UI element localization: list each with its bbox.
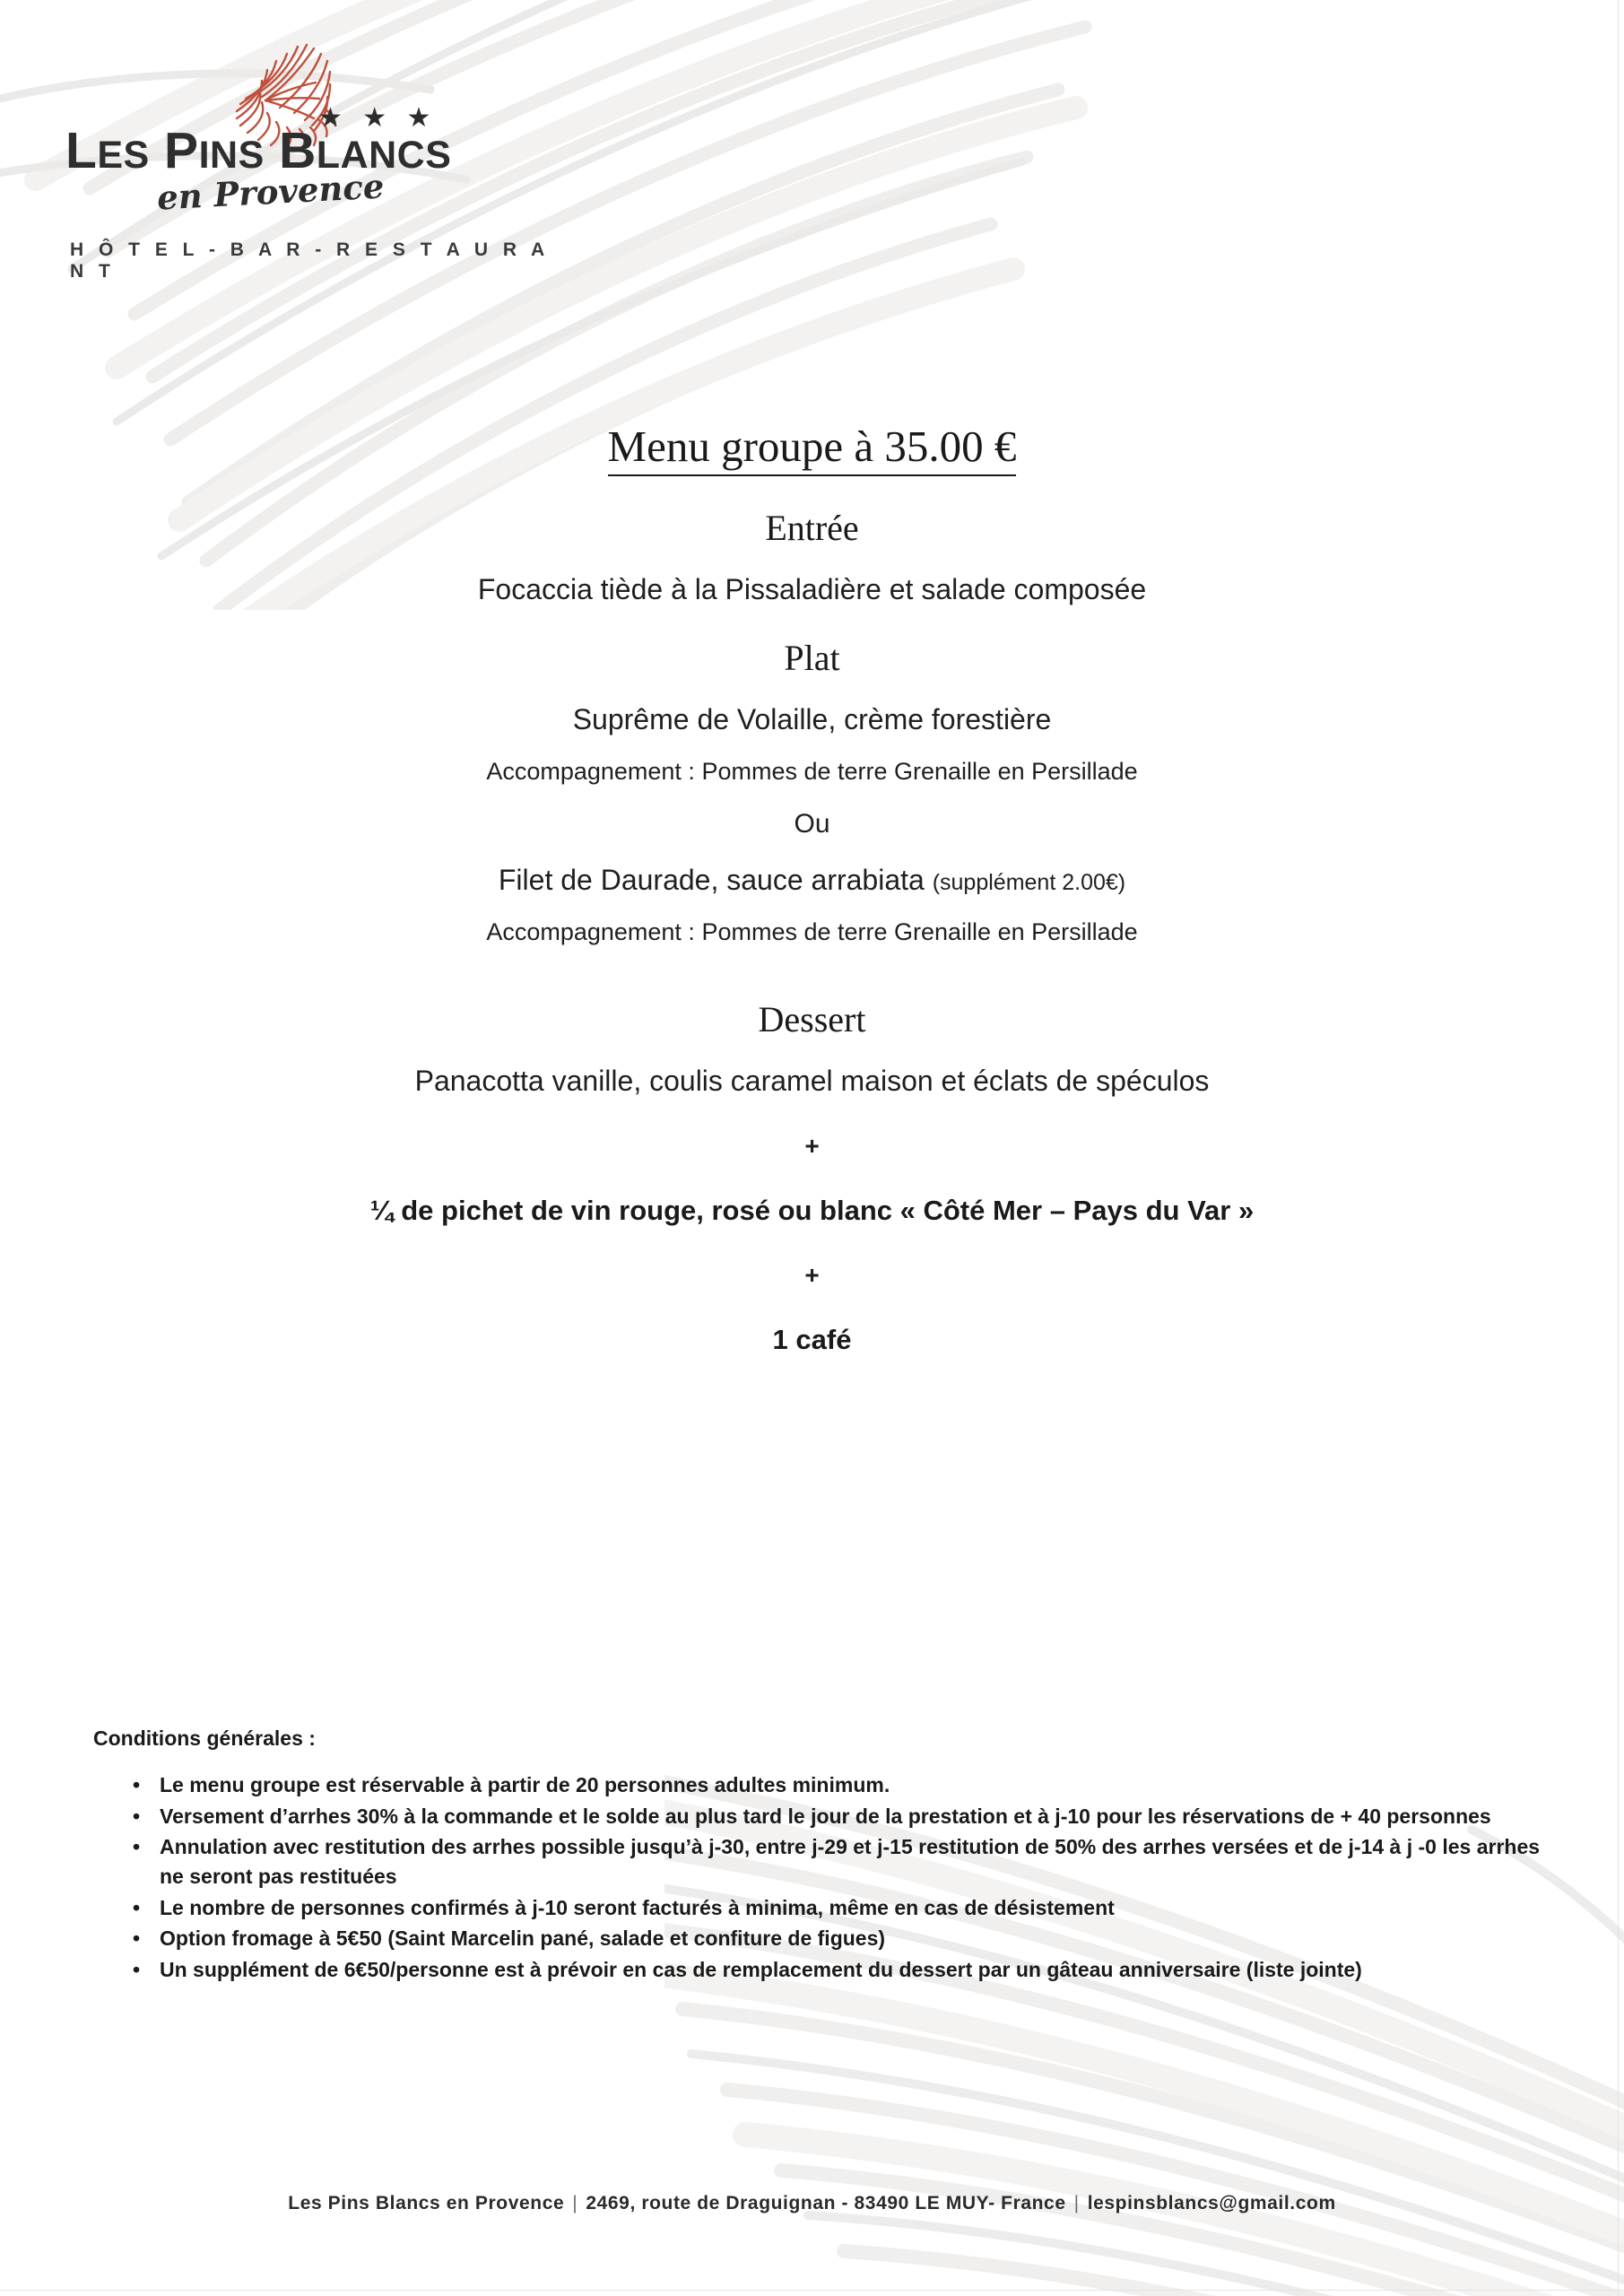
footer-address: 2469, route de Draguignan - 83490 LE MUY- France [586, 2193, 1066, 2213]
conditions-list [93, 1770, 1555, 1985]
plat-dish-primary: Suprême de Volaille, crème forestière [572, 703, 1052, 736]
conditions-title: Conditions générales : [93, 1726, 316, 1750]
bullet-icon: • [133, 1804, 141, 1828]
plat-or-separator: Ou [794, 809, 830, 839]
condition-text: Annulation avec restitution des arrhes possible jusqu’à j-30, entre j-29 et j-15 restitution de 50% des arrhes versées et de j-14 à j -0 les arrhes ne seront pas restituées [160, 1835, 1541, 1888]
logo-subtitle: H Ô T E L - B A R - R E S T A U R A N T [70, 239, 549, 282]
page-edge-bottom [0, 2290, 1624, 2291]
condition-item [93, 1893, 1555, 1923]
condition-text: Versement d’arrhes 30% à la commande et le solde au plus tard le jour de la prestation et à j-10 pour les réservations de + 40 personnes [160, 1804, 1491, 1828]
condition-text: Option fromage à 5€50 (Saint Marcelin pané, salade et confiture de figues) [160, 1926, 886, 1951]
bullet-icon: • [133, 1957, 141, 1981]
plat-side-primary: Accompagnement : Pommes de terre Grenaille en Persillade [486, 758, 1138, 786]
dessert-dish: Panacotta vanille, coulis caramel maison et éclats de spéculos [414, 1065, 1210, 1098]
menu-title: Menu groupe à 35.00 € [608, 422, 1017, 476]
section-heading-dessert: Dessert [758, 999, 866, 1040]
footer-separator: | [1073, 2193, 1080, 2213]
condition-text: Un supplément de 6€50/personne est à prévoir en cas de remplacement du dessert par un gâteau anniversaire (liste jointe) [160, 1957, 1362, 1981]
three-stars-rating: ★ ★ ★ [318, 103, 438, 133]
entree-dish: Focaccia tiède à la Pissaladière et salade composée [477, 573, 1147, 606]
wine-inclusion: ¼ de pichet de vin rouge, rosé ou blanc « Côté Mer – Pays du Var » [369, 1195, 1255, 1227]
menu-body [0, 422, 1624, 1356]
plus-separator-2: + [804, 1261, 820, 1290]
condition-item [93, 1924, 1555, 1953]
plat-dish-alternate-supplement: (supplément 2.00€) [932, 870, 1126, 896]
page-footer [0, 2193, 1624, 2214]
logo-wordmark: LES PINS BLANCS [65, 122, 452, 179]
plat-dish-alternate [0, 864, 1624, 897]
page-edge-right [1618, 0, 1619, 2296]
footer-separator: | [572, 2193, 578, 2213]
condition-item [93, 1802, 1555, 1831]
condition-text: Le menu groupe est réservable à partir de 20 personnes adultes minimum. [160, 1773, 890, 1796]
bullet-icon: • [133, 1773, 141, 1796]
section-heading-plat: Plat [784, 638, 840, 679]
plus-separator-1: + [804, 1132, 820, 1161]
bullet-icon: • [133, 1926, 141, 1951]
bullet-icon: • [133, 1895, 141, 1919]
condition-item [93, 1955, 1555, 1985]
plat-dish-alternate-name: Filet de Daurade, sauce arrabiata [498, 864, 925, 897]
restaurant-logo [63, 20, 565, 378]
coffee-inclusion: 1 café [772, 1324, 852, 1356]
condition-text: Le nombre de personnes confirmés à j-10 seront facturés à minima, même en cas de désistement [160, 1895, 1115, 1919]
terms-and-conditions [93, 1726, 1555, 1987]
logo-tagline: en Provence [156, 166, 386, 218]
condition-item [93, 1770, 1555, 1800]
condition-item [93, 1832, 1555, 1891]
footer-email[interactable]: lespinsblancs@gmail.com [1087, 2193, 1336, 2213]
plat-side-alternate: Accompagnement : Pommes de terre Grenaille en Persillade [486, 918, 1138, 946]
footer-business-name: Les Pins Blancs en Provence [288, 2193, 565, 2213]
section-heading-entree: Entrée [765, 508, 859, 549]
bullet-icon: • [133, 1835, 141, 1859]
